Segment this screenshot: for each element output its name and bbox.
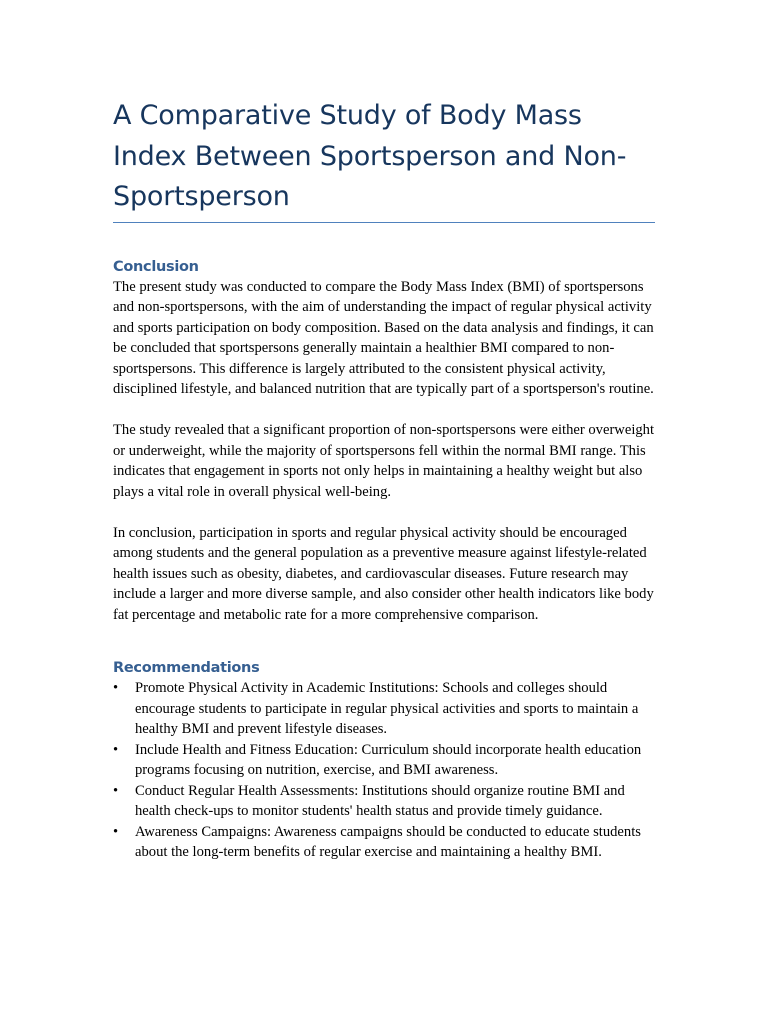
- list-item-text: Include Health and Fitness Education: Curriculum should incorporate health education programs focusing on nutrition, exercise, and BMI awareness.: [135, 741, 642, 778]
- list-item-text: Conduct Regular Health Assessments: Institutions should organize routine BMI and health check-ups to monitor students' health status and provide timely guidance.: [135, 782, 625, 819]
- list-item: [113, 678, 655, 740]
- list-item: [113, 740, 655, 781]
- list-item: [113, 781, 655, 822]
- document-title: A Comparative Study of Body Mass Index Between Sportsperson and Non-Sportsperson: [113, 100, 627, 212]
- list-item-text: Awareness Campaigns: Awareness campaigns should be conducted to educate students about the long-term benefits of regular exercise and maintaining a healthy BMI.: [135, 823, 641, 860]
- list-item: [113, 822, 655, 863]
- bullet-icon: •: [113, 823, 119, 840]
- bullet-icon: •: [113, 741, 119, 758]
- bullet-icon: •: [113, 782, 119, 799]
- title-divider: [113, 222, 655, 223]
- list-item-text: Promote Physical Activity in Academic Institutions: Schools and colleges should encourage students to participate in regular physical activities and sports to maintain a healthy BMI and prevent lifestyle diseases.: [135, 680, 639, 737]
- conclusion-paragraph-3: In conclusion, participation in sports and regular physical activity should be encouraged among students and the general population as a preventive measure against lifestyle-related health issues such as obesity, diabetes, and cardiovascular diseases. Future research may include a larger and more diverse sample, and also consider other health indicators like body fat percentage and metabolic rate for a more comprehensive comparison.: [113, 524, 654, 623]
- document-page: [113, 96, 655, 863]
- conclusion-paragraph-1: The present study was conducted to compare the Body Mass Index (BMI) of sportspersons and non-sportspersons, with the aim of understanding the impact of regular physical activity and sports participation on body composition. Based on the data analysis and findings, it can be concluded that sportspersons generally maintain a healthier BMI compared to non-sportspersons. This difference is largely attributed to the consistent physical activity, disciplined lifestyle, and balanced nutrition that are typically part of a sportsperson's routine.: [113, 278, 654, 397]
- conclusion-paragraph-2: The study revealed that a significant proportion of non-sportspersons were either overweight or underweight, while the majority of sportspersons fell within the normal BMI range. This indicates that engagement in sports not only helps in maintaining a healthy weight but also plays a vital role in overall physical well-being.: [113, 422, 655, 500]
- bullet-icon: •: [113, 680, 119, 696]
- conclusion-heading: Conclusion: [113, 258, 199, 275]
- recommendations-list: [113, 678, 655, 863]
- recommendations-heading: Recommendations: [113, 660, 260, 676]
